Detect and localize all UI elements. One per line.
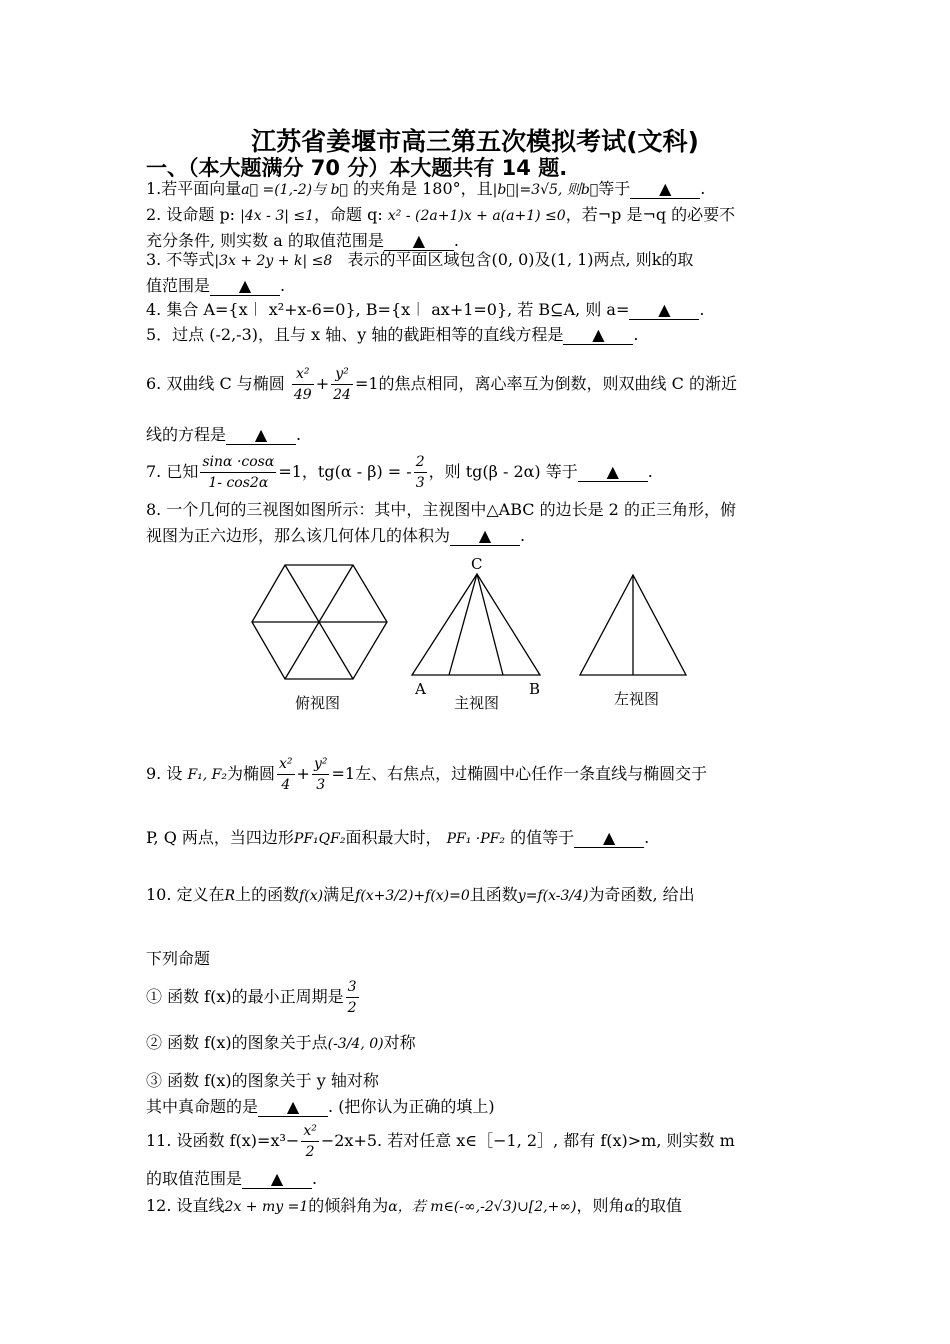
question-3: 3. 不等式|3x + 2y + k| ≤8 表示的平面区域包含(0, 0)及(1, 1)两点, 则k的取 <box>146 250 694 269</box>
answer-blank[interactable]: ▲ <box>629 301 699 320</box>
question-6-line-2: 线的方程是 ▲ . <box>146 425 302 444</box>
question-1: 1.若平面向量a⃗ =(1,-2)与 b⃗ 的夹角是 180°，且|b⃗|=3√5, 则b⃗等于 ▲ . <box>146 179 706 198</box>
question-4: 4. 集合 A={x︱ x²+x-6=0}, B={x︱ ax+1=0}, 若 B⊆A, 则 a= ▲ . <box>146 300 705 319</box>
fraction: $\frac{\text{x²}}{4}$ <box>279 756 293 793</box>
answer-blank[interactable]: ▲ <box>384 232 454 251</box>
question-3-line-2: 值范围是 ▲ . <box>146 276 286 295</box>
top-view-label: 俯视图 <box>295 694 341 712</box>
vertex-a-label: A <box>415 680 426 698</box>
answer-blank[interactable]: ▲ <box>210 277 280 296</box>
fraction: $\frac{\text{x²}}{49}$ <box>293 366 312 403</box>
fraction: $\frac{2}{3}$ <box>415 454 425 491</box>
vertex-c-label: C <box>471 555 483 573</box>
answer-blank[interactable]: ▲ <box>578 463 648 482</box>
question-2-line-2: 充分条件, 则实数 a 的取值范围是 ▲ . <box>146 231 459 250</box>
question-11-line-2: 的取值范围是 ▲ . <box>146 1169 318 1188</box>
question-2: 2. 设命题 p: |4x - 3| ≤1，命题 q: x² - (2a+1)x + a(a+1) ≤0，若¬p 是¬q 的必要不 <box>146 205 736 224</box>
question-8-line-2: 视图为正六边形，那么该几何体几的体积为 ▲ . <box>146 526 526 545</box>
answer-blank[interactable]: ▲ <box>226 426 296 445</box>
answer-blank[interactable]: ▲ <box>258 1098 328 1117</box>
side-view-triangle <box>580 575 686 675</box>
question-12: 12. 设直线2x + my =1的倾斜角为α，若 m∈(-∞,-2√3)∪[2,+∞)，则角α的取值 <box>146 1196 682 1215</box>
answer-blank[interactable]: ▲ <box>630 180 700 199</box>
section-heading: 一、（本大题满分 70 分）本大题共有 14 题. <box>146 156 568 180</box>
question-10-line-2: 下列命题 <box>146 949 211 968</box>
fraction: $\frac{\text{y²}}{24}$ <box>333 366 351 403</box>
question-9: 9. 设 F₁, F₂为椭圆 $\frac{\text{x²}}{4}$ + $\frac{\text{y²}}{3}$ =1左、右焦点，过椭圆中心任作一条直线与椭圆交于 <box>146 756 708 793</box>
answer-blank[interactable]: ▲ <box>574 829 644 848</box>
question-6: 6. 双曲线 C 与椭圆 $\frac{\text{x²}}{49}$ + $\frac{\text{y²}}{24}$ =1的焦点相同，离心率互为倒数，则双曲线 C 的渐近 <box>146 366 737 403</box>
vertex-b-label: B <box>529 680 541 698</box>
answer-blank[interactable]: ▲ <box>563 326 633 345</box>
fraction: $\frac{\text{y²}}{3}$ <box>313 756 328 793</box>
question-8: 8. 一个几何的三视图如图所示：其中，主视图中△ABC 的边长是 2 的正三角形，俯 <box>146 500 736 519</box>
front-view-label: 主视图 <box>454 694 500 712</box>
answer-blank[interactable]: ▲ <box>242 1170 312 1189</box>
question-10: 10. 定义在R上的函数f(x)满足f(x+3/2)+f(x)=0且函数y=f(x-3/4)为奇函数, 给出 <box>146 885 695 904</box>
question-10-item-1: ① 函数 f(x)的最小正周期是 $\frac{3}{2}$ <box>146 979 357 1016</box>
question-7: 7. 已知 $\frac{\sin\alpha \cdot\cos\alpha}{1- \cos 2\alpha}$ =1，tg(α - β) = - $\frac{2}{3}$ ，则 tg(β - 2α) 等于 ▲ . <box>146 454 653 491</box>
question-10-item-2: ② 函数 f(x)的图象关于点(-3/4, 0)对称 <box>146 1033 416 1052</box>
three-view-figures <box>240 555 700 715</box>
question-10-answer: 其中真命题的是 ▲ . (把你认为正确的填上) <box>146 1097 495 1116</box>
question-10-item-3: ③ 函数 f(x)的图象关于 y 轴对称 <box>146 1071 379 1090</box>
exam-title: 江苏省姜堰市高三第五次模拟考试(文科) <box>251 127 699 156</box>
front-view-triangle <box>412 574 540 675</box>
fraction: $\frac{\text{x²}}{2}$ <box>303 1123 317 1160</box>
fraction: $\frac{3}{2}$ <box>347 979 357 1016</box>
side-view-label: 左视图 <box>614 690 660 708</box>
fraction: $\frac{\sin\alpha \cdot\cos\alpha}{1- \cos 2\alpha}$ <box>202 454 275 491</box>
question-5: 5．过点 (-2,-3)，且与 x 轴、y 轴的截距相等的直线方程是 ▲ . <box>146 325 639 344</box>
question-11: 11. 设函数 f(x)=x³− $\frac{\text{x²}}{2}$ −2x+5. 若对任意 x∈［−1, 2］, 都有 f(x)>m, 则实数 m <box>146 1123 735 1160</box>
answer-blank[interactable]: ▲ <box>450 527 520 546</box>
question-9-line-2: P, Q 两点，当四边形PF₁QF₂面积最大时， PF₁ ·PF₂ 的值等于 ▲ . <box>146 828 650 847</box>
top-view-hexagon <box>252 565 387 679</box>
